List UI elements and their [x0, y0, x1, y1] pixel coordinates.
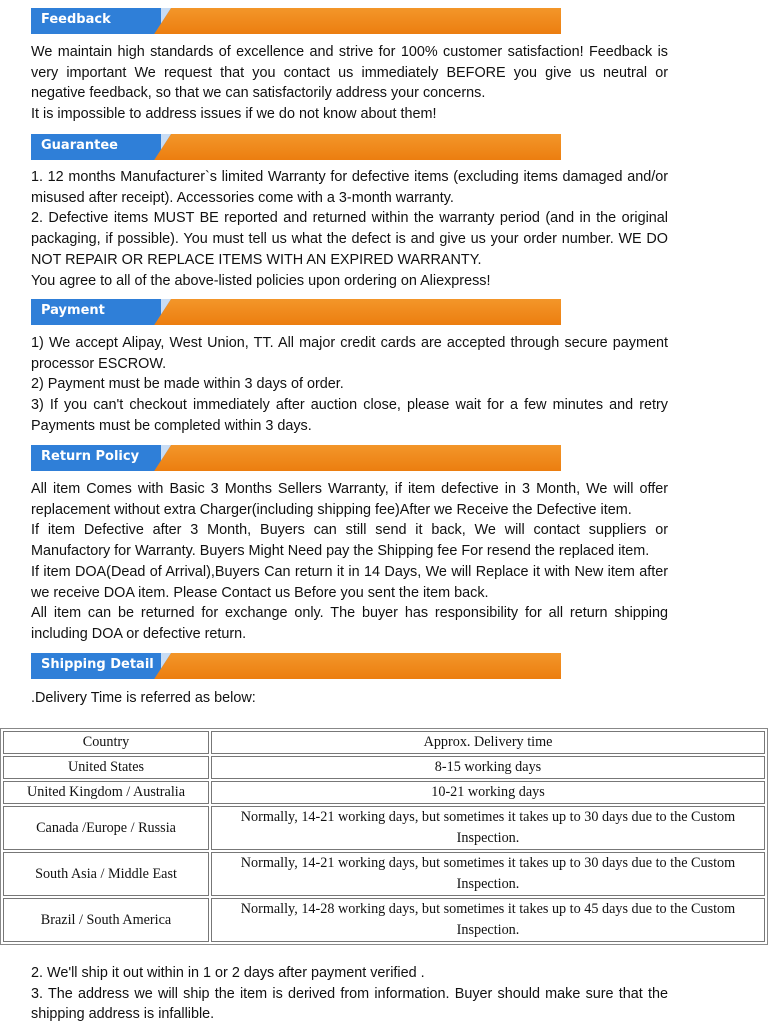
- return-policy-title: Return Policy: [41, 449, 140, 464]
- country-cell: Canada /Europe / Russia: [3, 806, 209, 850]
- table-row: [3, 898, 765, 942]
- table-row: [3, 781, 765, 804]
- country-cell: South Asia / Middle East: [3, 852, 209, 896]
- table-row: [3, 756, 765, 779]
- shipping-notes: [31, 963, 668, 1025]
- feedback-title: Feedback: [41, 12, 111, 27]
- shipping-title: Shipping Detail: [41, 657, 154, 672]
- delivery-cell: Normally, 14-28 working days, but sometimes it takes up to 45 days due to the Custom Inspection.: [211, 898, 765, 942]
- delivery-cell: 8-15 working days: [211, 756, 765, 779]
- table-row: [3, 852, 765, 896]
- guarantee-text: [31, 167, 668, 291]
- paragraph: 1) We accept Alipay, West Union, TT. All major credit cards are accepted through secure payment processor ESCROW.: [31, 335, 668, 372]
- paragraph: It is impossible to address issues if we do not know about them!: [31, 106, 437, 123]
- paragraph: 1. 12 months Manufacturer`s limited Warranty for defective items (excluding items damaged and/or misused after receipt). Accessories come with a 3-month warranty.: [31, 169, 668, 206]
- table-row: [3, 806, 765, 850]
- header-country: Country: [3, 731, 209, 754]
- feedback-banner: [31, 8, 561, 34]
- paragraph: 2. We'll ship it out within in 1 or 2 days after payment verified .: [31, 965, 425, 981]
- return-policy-text: [31, 479, 668, 645]
- delivery-cell: Normally, 14-21 working days, but sometimes it takes up to 30 days due to the Custom Inspection.: [211, 852, 765, 896]
- paragraph: If item Defective after 3 Month, Buyers can still send it back, We will contact suppliers or Manufactory for Warranty. Buyers Might Need pay the Shipping fee For resend the replaced item.: [31, 522, 668, 560]
- delivery-time-table: [0, 728, 768, 945]
- paragraph: All item Comes with Basic 3 Months Sellers Warranty, if item defective in 3 Month, We will offer replacement without extra Charger(including shipping fee)After we Receive the Defective item.: [31, 481, 668, 518]
- header-delivery-time: Approx. Delivery time: [211, 731, 765, 754]
- paragraph: 2. Defective items MUST BE reported and returned within the warranty period (and in the original packaging, if possible). You must tell us what the defect is and give us your order number. WE DO NOT REPAIR OR REPLACE ITEMS WITH AN EXPIRED WARRANTY.: [31, 210, 668, 268]
- table-header-row: [3, 731, 765, 754]
- return-policy-banner: [31, 445, 561, 471]
- payment-text: [31, 333, 668, 437]
- paragraph: 2) Payment must be made within 3 days of order.: [31, 376, 344, 393]
- paragraph: All item can be returned for exchange only. The buyer has responsibility for all return shipping including DOA or defective return.: [31, 605, 668, 642]
- guarantee-banner: [31, 134, 561, 160]
- country-cell: United States: [3, 756, 209, 779]
- paragraph: You agree to all of the above-listed policies upon ordering on Aliexpress!: [31, 272, 491, 289]
- paragraph: We maintain high standards of excellence and strive for 100% customer satisfaction! Feedback is very important We request that you contact us immediately BEFORE you give us neutral or negative feedback, so that we can satisfactorily address your concerns.: [31, 44, 668, 102]
- delivery-cell: Normally, 14-21 working days, but sometimes it takes up to 30 days due to the Custom Inspection.: [211, 806, 765, 850]
- payment-banner: [31, 299, 561, 325]
- shipping-intro: [31, 688, 668, 709]
- payment-title: Payment: [41, 303, 105, 318]
- shipping-banner: [31, 653, 561, 679]
- paragraph: .Delivery Time is referred as below:: [31, 690, 256, 706]
- paragraph: 3. The address we will ship the item is derived from information. Buyer should make sure that the shipping address is infallible.: [31, 985, 668, 1023]
- paragraph: If item DOA(Dead of Arrival),Buyers Can return it in 14 Days, We will Replace it with New item after we receive DOA item. Please Contact us Before you sent the item back.: [31, 563, 668, 601]
- country-cell: Brazil / South America: [3, 898, 209, 942]
- guarantee-title: Guarantee: [41, 138, 118, 153]
- paragraph: 3) If you can't checkout immediately after auction close, please wait for a few minutes and retry Payments must be completed within 3 days.: [31, 397, 668, 434]
- feedback-text: [31, 42, 668, 125]
- delivery-cell: 10-21 working days: [211, 781, 765, 804]
- country-cell: United Kingdom / Australia: [3, 781, 209, 804]
